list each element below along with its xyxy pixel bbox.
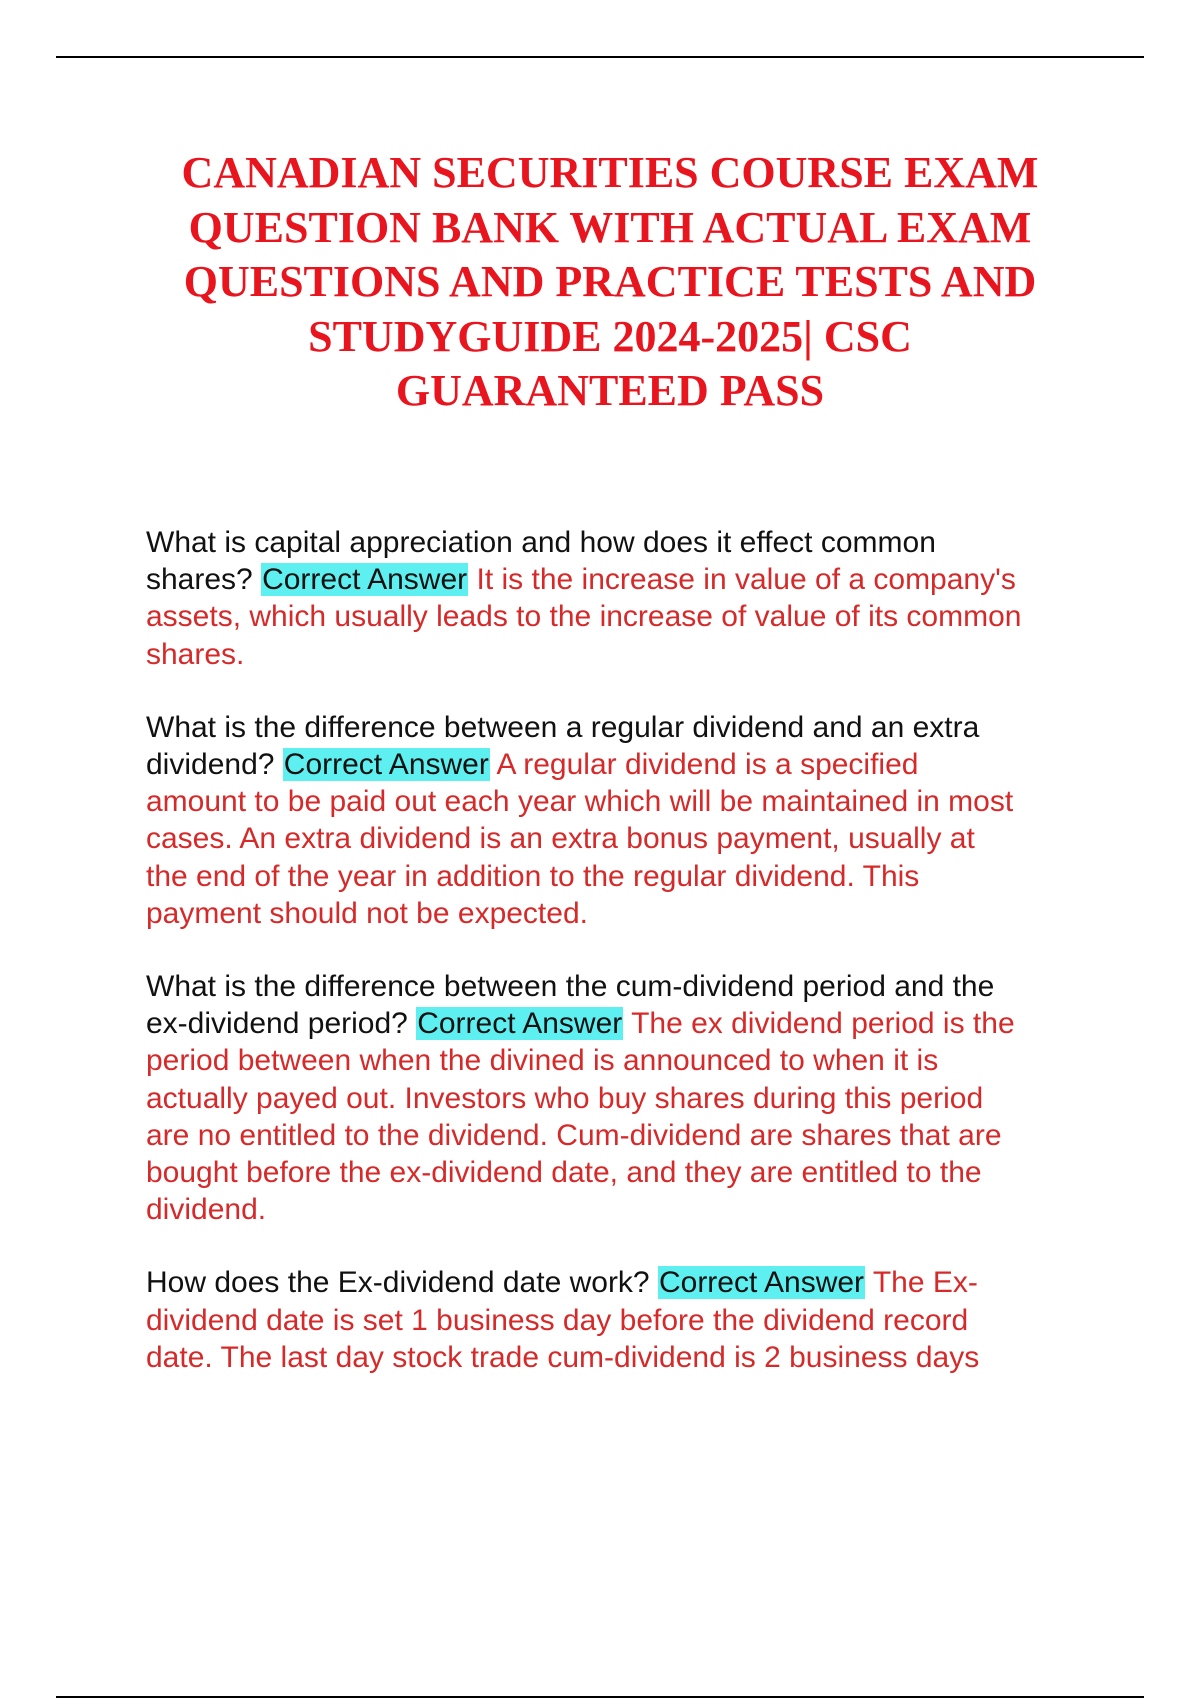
- answer-text: A regular dividend is a specified: [496, 748, 919, 782]
- correct-answer-label: Correct Answer: [283, 748, 489, 782]
- qa-item: [146, 524, 1146, 673]
- question-text: ex-dividend period?: [146, 1007, 408, 1041]
- question-text: What is capital appreciation and how does it effect common: [146, 526, 936, 559]
- qa-item: [146, 968, 1146, 1228]
- correct-answer-label: Correct Answer: [417, 1007, 623, 1041]
- question-answer-line: [146, 1005, 1146, 1042]
- correct-answer-label: Correct Answer: [262, 563, 468, 597]
- question-answer-line: [146, 561, 1146, 598]
- question-text: How does the Ex-dividend date work?: [146, 1266, 650, 1300]
- question-answer-line: [146, 746, 1146, 783]
- question-text: dividend?: [146, 748, 275, 782]
- question-text: What is the difference between a regular dividend and an extra: [146, 710, 980, 744]
- title-line: QUESTION BANK WITH ACTUAL EXAM: [188, 202, 1032, 252]
- answer-text: assets, which usually leads to the increase of value of its common: [146, 600, 1022, 634]
- answer-text: shares.: [146, 637, 245, 671]
- question-text: shares?: [146, 563, 253, 597]
- answer-text: date. The last day stock trade cum-dividend is 2 business days: [146, 1340, 980, 1374]
- qa-item: [146, 709, 1146, 932]
- qa-list: [146, 524, 1146, 1412]
- answer-text: are no entitled to the dividend. Cum-dividend are shares that are: [146, 1118, 1002, 1152]
- qa-item: [146, 1264, 1146, 1376]
- title-line: GUARANTEED PASS: [395, 366, 825, 415]
- answer-text: The ex dividend period is the: [631, 1007, 1015, 1041]
- question-text: What is the difference between the cum-dividend period and the: [146, 970, 995, 1004]
- answer-text: period between when the divined is announced to when it is: [146, 1044, 939, 1078]
- answer-text: dividend date is set 1 business day before the dividend record: [146, 1303, 969, 1337]
- answer-text: cases. An extra dividend is an extra bonus payment, usually at: [146, 822, 975, 856]
- answer-text: dividend.: [146, 1193, 267, 1227]
- answer-text: actually payed out. Investors who buy shares during this period: [146, 1081, 984, 1115]
- document-title: [130, 146, 1090, 419]
- answer-text: It is the increase in value of a company's: [476, 563, 1016, 597]
- answer-text: the end of the year in addition to the regular dividend. This: [146, 859, 920, 893]
- answer-text: The Ex-: [872, 1266, 978, 1300]
- answer-text: bought before the ex-dividend date, and they are entitled to the: [146, 1156, 982, 1190]
- top-rule: [56, 56, 1144, 58]
- title-line: QUESTIONS AND PRACTICE TESTS AND: [183, 257, 1037, 306]
- title-line: CANADIAN SECURITIES COURSE EXAM: [181, 148, 1039, 197]
- answer-text: payment should not be expected.: [146, 896, 588, 930]
- bottom-rule: [56, 1696, 1144, 1698]
- question-answer-line: [146, 1264, 1146, 1301]
- correct-answer-label: Correct Answer: [658, 1266, 865, 1300]
- title-line: STUDYGUIDE 2024-2025| CSC: [308, 311, 912, 361]
- answer-text: amount to be paid out each year which will be maintained in most: [146, 785, 1014, 819]
